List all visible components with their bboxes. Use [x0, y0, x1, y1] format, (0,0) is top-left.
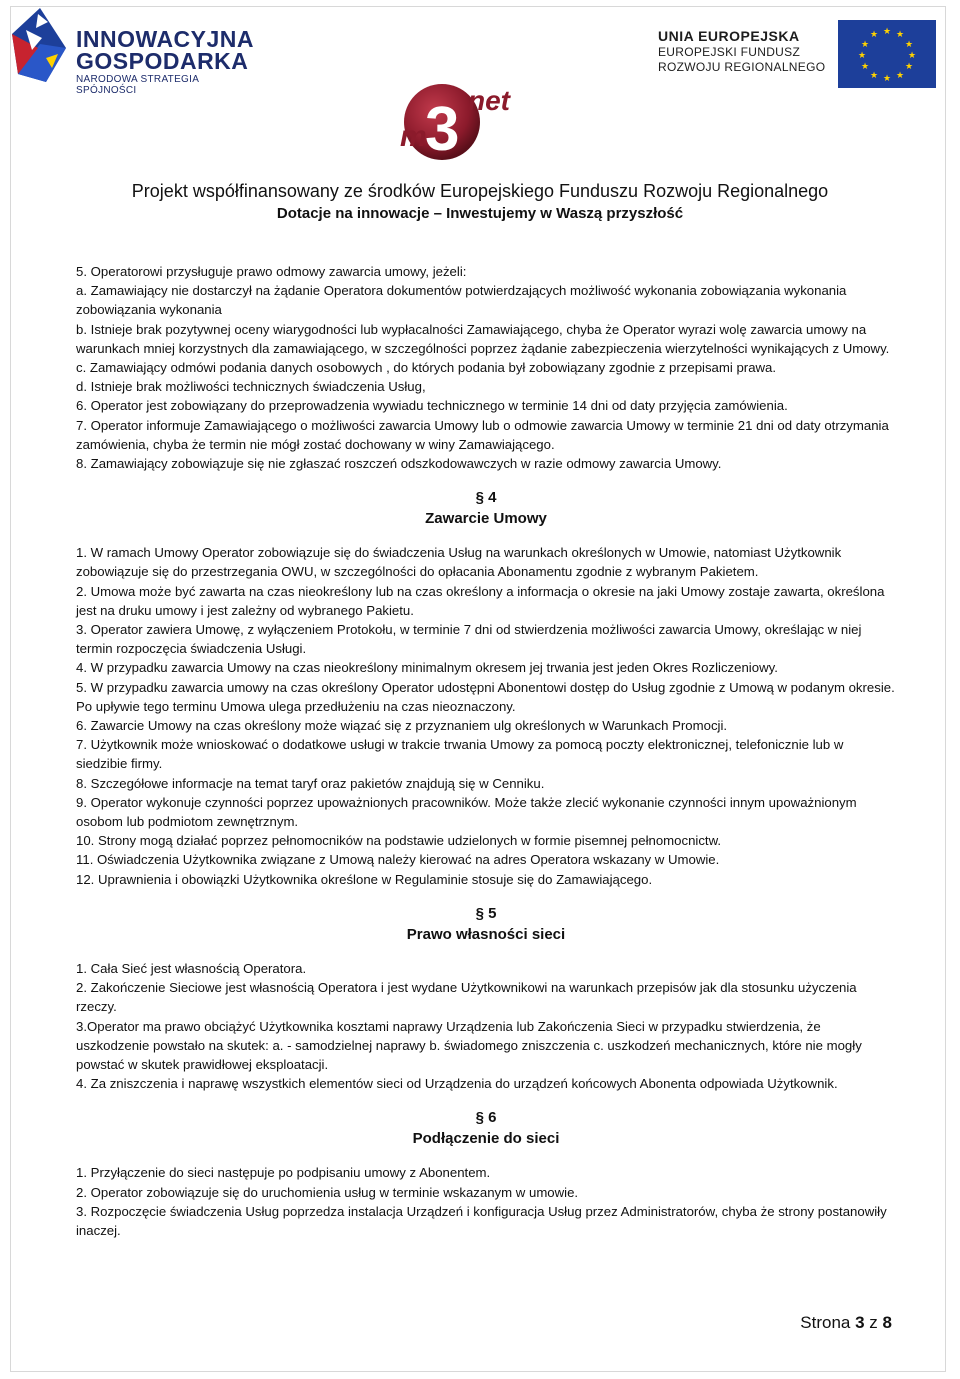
- svg-text:★: ★: [869, 71, 879, 81]
- intro-line: 5. Operatorowi przysługuje prawo odmowy zawarcia umowy, jeżeli:: [76, 264, 467, 279]
- innowacyjna-logo-icon: [8, 4, 70, 86]
- section-title: Podłączenie do sieci: [412, 1130, 560, 1148]
- page-number-total: 8: [882, 1313, 892, 1332]
- section-item: 6. Zawarcie Umowy na czas określony może wiązać się z przyznaniem ulg określonych w Warunkach Promocji.: [76, 718, 728, 734]
- section-item: 4. Za zniszczenia i naprawę wszystkich elementów sieci od Urządzenia do urządzeń końcowych Abonenta odpowiada Użytkownik.: [76, 1076, 838, 1092]
- logo-right-line1: UNIA EUROPEJSKA: [658, 28, 800, 44]
- section-item: 9. Operator wykonuje czynności poprzez upoważnionych pracowników. Może także zlecić wykonanie czynności innym upoważnionym osobom lub podmiotom zewnętrznym.: [76, 794, 857, 830]
- section-item: 7. Użytkownik może wnioskować o dodatkowe usługi w trakcie trwania Umowy za pomocą poczty elektronicznej, telefonicznie lub w siedzibie firmy.: [76, 737, 844, 772]
- section-symbol: § 4: [475, 489, 497, 507]
- section-heading-4: [76, 487, 896, 529]
- section-item: 11. Oświadczenia Użytkownika związane z Umową należy kierować na adres Operatora wskazany w Umowie.: [76, 852, 720, 868]
- section-title: Zawarcie Umowy: [425, 510, 547, 528]
- section-heading-6: [76, 1107, 896, 1149]
- section-item: 1. Cała Sieć jest własnością Operatora.: [76, 960, 307, 976]
- page-number-mid: z: [869, 1313, 878, 1332]
- intro-line: b. Istnieje brak pozytywnej oceny wiarygodności lub wypłacalności Zamawiającego, chyba że Operator wyrazi wolę zawarcia umowy na warunkach mniej korzystnych dla zamawiającego, w szczególności poprzez żądanie zabezpieczenia wierzytelności wynikających z Umowy.: [76, 321, 890, 356]
- page-number-prefix: Strona: [800, 1313, 851, 1332]
- section-item: 1. Przyłączenie do sieci następuje po podpisaniu umowy z Abonentem.: [76, 1165, 491, 1181]
- section-heading-5: [76, 903, 896, 945]
- svg-text:★: ★: [904, 40, 914, 50]
- svg-text:★: ★: [895, 71, 905, 81]
- section-item: 2. Zakończenie Sieciowe jest własnością Operatora i jest wydane Użytkownikowi na warunkach przepisów jak dla stosunku użyczenia rzeczy.: [76, 980, 857, 1015]
- project-subtitle: Dotacje na innowacje – Inwestujemy w Waszą przyszłość: [276, 205, 684, 222]
- m3net-logo: [380, 74, 520, 174]
- svg-text:m: m: [400, 120, 427, 153]
- logo-right-line3: ROZWOJU REGIONALNEGO: [658, 60, 826, 74]
- section-item: 2. Operator zobowiązuje się do uruchomienia usług w terminie wskazanym w umowie.: [76, 1184, 579, 1200]
- intro-line: 8. Zamawiający zobowiązuje się nie zgłaszać roszczeń odszkodowawczych w razie odmowy zawarcia Umowy.: [76, 456, 722, 472]
- section-item: 3. Operator zawiera Umowę, z wyłączeniem Protokołu, w terminie 7 dni od stwierdzenia możliwości zawarcia Umowy, określając w niej termin rozpoczęcia świadczenia Usługi.: [76, 622, 862, 657]
- svg-text:★: ★: [857, 51, 867, 61]
- svg-text:★: ★: [904, 62, 914, 72]
- intro-line: d. Istnieje brak możliwości technicznych świadczenia Usług,: [76, 379, 426, 395]
- logo-left-line1: INNOWACYJNA: [76, 26, 255, 52]
- section-item: 1. W ramach Umowy Operator zobowiązuje się do świadczenia Usług na warunkach określonych w Umowie, natomiast Użytkownik zobowiązuje się do przestrzegania OWU, w szczególności do opłacania Abonamentu zgodnie z wybranym Pakietem.: [76, 545, 842, 580]
- intro-line: a. Zamawiający nie dostarczył na żądanie Operatora dokumentów potwierdzających możliwość wykonania zobowiązania wykonania zobowiązania wykonania: [76, 283, 847, 318]
- logo-right-line2: EUROPEJSKI FUNDUSZ: [658, 45, 801, 59]
- section-item: 4. W przypadku zawarcia Umowy na czas nieokreślony minimalnym okresem jej trwania jest jeden Okres Rozliczeniowy.: [76, 660, 778, 676]
- section-item: 3.Operator ma prawo obciążyć Użytkownika kosztami naprawy Urządzenia lub Zakończenia Sieci w przypadku stwierdzenia, że uszkodzenie powstało na skutek: a. - samodzielnej naprawy b. świadomego zniszczenia c. uszkodzeń mechanicznych, które nie mogły powstać w skutek prawidłowej eksploatacji.: [76, 1018, 862, 1072]
- eu-logo: [640, 14, 940, 104]
- section-title: Prawo własności sieci: [406, 925, 566, 943]
- svg-text:★: ★: [882, 27, 892, 37]
- svg-text:★: ★: [869, 30, 879, 40]
- svg-text:net: net: [468, 85, 510, 116]
- eu-flag-icon: [838, 20, 936, 88]
- section-item: 5. W przypadku zawarcia umowy na czas określony Operator udostępni Abonentowi dostęp do Usług zgodnie z Umową w podanym okresie. Po upływie tego terminu Umowa ulega przedłużeniu na czas nieoznaczony.: [76, 679, 895, 714]
- section-item: 8. Szczegółowe informacje na temat taryf oraz pakietów znajdują się w Cenniku.: [76, 775, 545, 791]
- section-symbol: § 6: [475, 1109, 497, 1127]
- page-number-current: 3: [855, 1313, 865, 1332]
- project-title: Projekt współfinansowany ze środków Europejskiego Funduszu Rozwoju Regionalnego: [131, 181, 829, 201]
- innowacyjna-gospodarka-logo: [8, 4, 258, 96]
- svg-text:★: ★: [860, 62, 870, 72]
- svg-text:★: ★: [907, 51, 917, 61]
- svg-text:★: ★: [860, 40, 870, 50]
- svg-text:★: ★: [895, 30, 905, 40]
- intro-line: 7. Operator informuje Zamawiającego o możliwości zawarcia Umowy lub o odmowie zawarcia Umowy w terminie 21 dni od daty otrzymania zamówienia, chyba że termin nie mógł zostać dochowany w winy Zamawiającego.: [76, 417, 889, 452]
- section-symbol: § 5: [475, 904, 497, 922]
- section-item: 12. Uprawnienia i obowiązki Użytkownika określone w Regulaminie stosuje się do Zamawiającego.: [76, 871, 653, 887]
- section-item: 3. Rozpoczęcie świadczenia Usług poprzedza instalacja Urządzeń i konfiguracja Usług przez Administratorów, chyba że strony postanowiły inaczej.: [76, 1203, 887, 1238]
- svg-text:★: ★: [882, 74, 892, 84]
- intro-line: c. Zamawiający odmówi podania danych osobowych , do których podania był zobowiązany zgodnie z przepisami prawa.: [76, 360, 777, 376]
- logo-left-line2: GOSPODARKA: [76, 48, 249, 74]
- document-body: [76, 262, 896, 1240]
- page-number: [800, 1313, 892, 1333]
- m3net-logo-icon: [380, 74, 520, 174]
- intro-line: 6. Operator jest zobowiązany do przeprowadzenia wywiadu technicznego w terminie 14 dni od daty przyjęcia zamówienia.: [76, 398, 788, 414]
- section-item: 10. Strony mogą działać poprzez pełnomocników na podstawie udzielonych w formie pisemnej pełnomocnictw.: [76, 833, 722, 849]
- section-item: 2. Umowa może być zawarta na czas nieokreślony lub na czas określony a informacja o okresie na jaki Umowy zostaje zawarta, określona jest na druku umowy i jest zależny od wybranego Pakietu.: [76, 583, 885, 618]
- svg-text:3: 3: [425, 95, 460, 164]
- logo-left-line3: NARODOWA STRATEGIA SPÓJNOŚCI: [76, 74, 199, 96]
